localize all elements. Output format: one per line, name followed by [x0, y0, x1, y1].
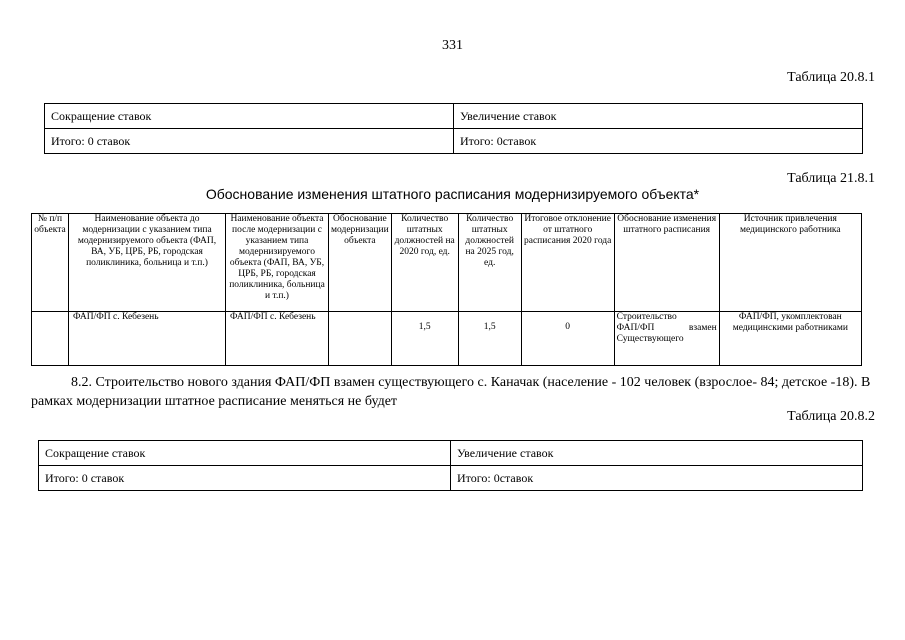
- cell-source: ФАП/ФП, укомплектован медицинскими работниками: [719, 312, 861, 366]
- table-label-21-8-1: Таблица 21.8.1: [787, 171, 875, 186]
- increase-header: Увеличение ставок: [454, 104, 863, 129]
- table-label-20-8-2: Таблица 20.8.2: [787, 409, 875, 424]
- section-paragraph-8-2: 8.2. Строительство нового здания ФАП/ФП взамен существующего с. Каначак (население - 102 человек (взрослое- 84; детское -18). В рамках модернизации штатное расписание меняться не будет: [31, 375, 871, 409]
- reduction-total: Итого: 0 ставок: [45, 129, 454, 154]
- increase-header: Увеличение ставок: [451, 441, 863, 466]
- justification-line-2: [617, 323, 717, 334]
- header-justification: Обоснование изменения штатного расписания: [614, 214, 719, 312]
- cell-num: [32, 312, 69, 366]
- cell-count-2025: 1,5: [458, 312, 521, 366]
- cell-deviation: 0: [521, 312, 614, 366]
- increase-total: Итого: 0ставок: [454, 129, 863, 154]
- page-number: 331: [442, 38, 463, 53]
- header-deviation: Итоговое отклонение от штатного расписания 2020 года: [521, 214, 614, 312]
- header-before: Наименование объекта до модернизации с указанием типа модернизируемого объекта (ФАП, ВА, УБ, ЦРБ, РБ, городская поликлиника, больница и т.п.): [69, 214, 226, 312]
- cell-count-2020: 1,5: [391, 312, 458, 366]
- cell-before: ФАП/ФП с. Кебезень: [69, 312, 226, 366]
- staffing-justification-table: [31, 213, 862, 366]
- reduction-total: Итого: 0 ставок: [39, 466, 451, 491]
- cell-reason: [329, 312, 392, 366]
- staff-changes-table-2: [38, 440, 863, 491]
- header-count-2020: Количество штатных должностей на 2020 год, ед.: [391, 214, 458, 312]
- justification-line-2a: ФАП/ФП: [616, 323, 655, 333]
- table-label-20-8-1: Таблица 20.8.1: [787, 70, 875, 85]
- header-count-2025: Количество штатных должностей на 2025 год, ед.: [458, 214, 521, 312]
- header-after: Наименование объекта после модернизации с указанием типа модернизируемого объекта (ФАП, ВА, УБ, ЦРБ, РБ, городская поликлиника, больница и т.п.): [226, 214, 329, 312]
- justification-line-2b: взамен: [688, 323, 717, 333]
- reduction-header: Сокращение ставок: [45, 104, 454, 129]
- table-caption: Обоснование изменения штатного расписания модернизируемого объекта*: [205, 186, 700, 202]
- header-reason: Обоснование модернизации объекта: [329, 214, 392, 312]
- cell-after: ФАП/ФП с. Кебезень: [226, 312, 329, 366]
- header-num: № п/п объекта: [32, 214, 69, 312]
- reduction-header: Сокращение ставок: [39, 441, 451, 466]
- increase-total: Итого: 0ставок: [451, 466, 863, 491]
- header-source: Источник привлечения медицинского работника: [719, 214, 861, 312]
- justification-line-1: Строительство: [616, 312, 677, 322]
- cell-justification: [614, 312, 719, 366]
- staff-changes-table-1: [44, 103, 863, 154]
- justification-line-3: Существующего: [616, 334, 684, 344]
